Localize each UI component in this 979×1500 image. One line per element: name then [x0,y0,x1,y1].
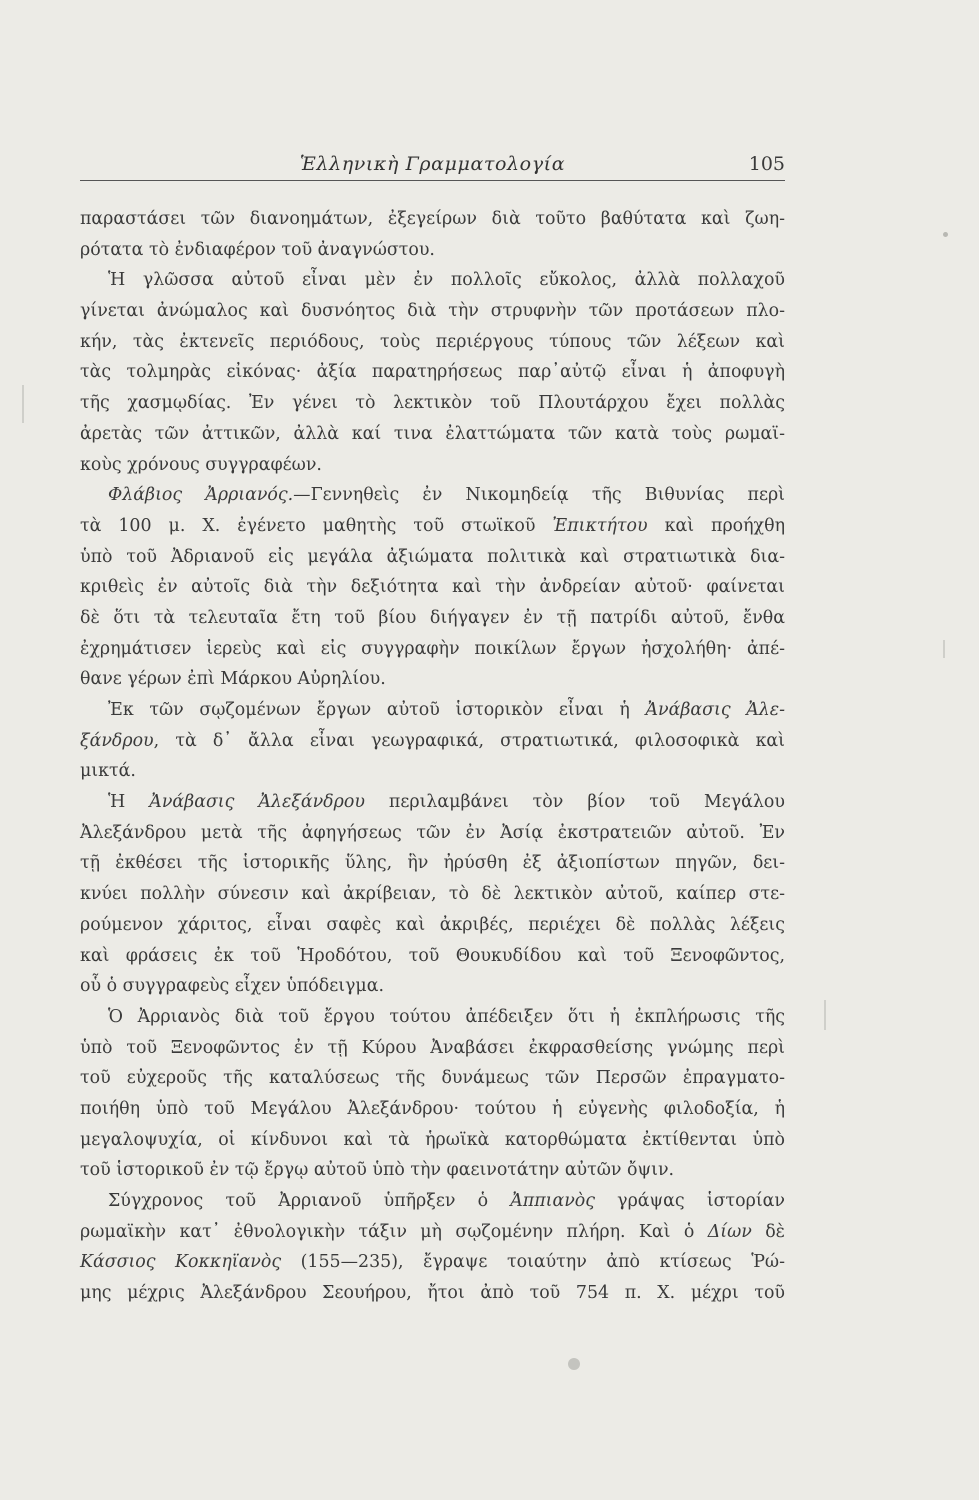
body-text [80,204,785,1309]
text-line [80,419,785,450]
text-run: τῇ ἐκθέσει τῆς ἱστορικῆς ὕλης, ἣν ἠρύσθη ἐξ ἀξιοπίστων πηγῶν, δει- [80,853,785,874]
text-run: γράψας ἱστορίαν [595,1191,785,1211]
text-run: , τὰ δ᾿ ἄλλα εἶναι γεωγραφικά, στρατιωτικά, φιλοσοφικὰ καὶ [153,730,785,751]
italic-text-run: ξάνδρου [80,730,154,751]
text-line [80,664,785,695]
text-line [80,848,785,879]
text-run: κοὺς χρόνους συγγραφέων. [80,454,322,475]
text-line [80,787,785,818]
text-run: ὑπὸ τοῦ Ξενοφῶντος ἐν τῇ Κύρου Ἀναβάσει ἐκφρασθείσης γνώμης περὶ [80,1037,785,1058]
text-line [80,1217,785,1248]
text-line [80,695,785,726]
text-run: θανε γέρων ἐπὶ Μάρκου Αὐρηλίου. [80,669,386,690]
italic-text-run: Ἀνάβασις Ἀλε- [645,700,786,720]
text-run: καὶ φράσεις ἐκ τοῦ Ἡροδότου, τοῦ Θουκυδίδου καὶ τοῦ Ξενοφῶντος, [80,945,785,966]
text-run: ποιήθη ὑπὸ τοῦ Μεγάλου Ἀλεξάνδρου· τούτου ἡ εὐγενὴς φιλοδοξία, ἡ [80,1098,785,1119]
text-line [80,726,785,757]
text-line [80,756,785,787]
text-line [80,1002,785,1033]
text-line [80,1033,785,1064]
text-run: ρούμενον χάριτος, εἶναι σαφὲς καὶ ἀκριβές, περιέχει δὲ πολλὰς λέξεις [80,914,785,935]
text-run: —Γεννηθεὶς ἐν Νικομηδείᾳ τῆς Βιθυνίας περὶ [293,485,785,506]
running-title: Ἑλληνικὴ Γραμματολογία [299,153,566,175]
text-run: ἐχρημάτισεν ἱερεὺς καὶ εἰς συγγραφὴν ποικίλων ἔργων ἠσχολήθη· ἀπέ- [80,638,785,659]
text-run: ἀρετὰς τῶν ἀττικῶν, ἀλλὰ καί τινα ἐλαττώματα τῶν κατὰ τοὺς ρωμαϊ- [80,423,785,444]
text-run: κήν, τὰς ἐκτενεῖς περιόδους, τοὺς περιέργους τύπους τῶν λέξεων καὶ [80,331,785,352]
text-line [80,1125,785,1156]
text-line [80,603,785,634]
italic-text-run: Κάσσιος Κοκκηϊανὸς [80,1252,282,1273]
ink-speck [568,1358,580,1370]
text-run: Ἐκ τῶν σῳζομένων ἔργων αὐτοῦ ἱστορικὸν εἶναι ἡ [108,700,646,720]
text-line [80,1247,785,1278]
margin-mark [824,1000,826,1030]
text-line [80,910,785,941]
text-run: μεγαλοψυχία, οἱ κίνδυνοι καὶ τὰ ἡρωϊκὰ κατορθώματα ἐκτίθενται ὑπὸ [80,1129,785,1150]
text-run: τὰ 100 μ. Χ. ἐγένετο μαθητὴς τοῦ στωϊκοῦ [80,515,553,536]
italic-text-run: Ἀππιανὸς [510,1191,596,1211]
text-line [80,572,785,603]
text-line [80,1278,785,1309]
page-number: 105 [748,153,785,175]
text-line [80,1094,785,1125]
text-line [80,388,785,419]
text-run: ρωμαϊκὴν κατ᾿ ἐθνολογικὴν τάξιν μὴ σῳζομένην πλήρη. Καὶ ὁ [80,1221,708,1242]
text-run: καὶ προήχθη [647,515,785,536]
text-run: παραστάσει τῶν διανοημάτων, ἐξεγείρων διὰ τοῦτο βαθύτατα καὶ ζωη- [80,209,785,229]
text-line [80,450,785,481]
text-run: μης μέχρις Ἀλεξάνδρου Σεουήρου, ἤτοι ἀπὸ τοῦ 754 π. Χ. μέχρι τοῦ [80,1283,785,1304]
text-line [80,204,785,235]
text-line [80,542,785,573]
text-run: δὲ [751,1221,785,1242]
header-rule [80,180,785,181]
margin-mark [22,385,24,423]
text-run: Ἀλεξάνδρου μετὰ τῆς ἀφηγήσεως τῶν ἐν Ἀσίᾳ ἐκστρατειῶν αὐτοῦ. Ἐν [80,822,785,843]
text-run: δὲ ὅτι τὰ τελευταῖα ἔτη τοῦ βίου διήγαγεν ἐν τῇ πατρίδι αὐτοῦ, ἔνθα [80,607,785,628]
italic-text-run: Ἀνάβασις Ἀλεξάνδρου [149,792,365,813]
text-line [80,1155,785,1186]
text-line [80,634,785,665]
text-line [80,480,785,511]
italic-text-run: Δίων [707,1221,752,1242]
text-run: τοῦ ἱστορικοῦ ἐν τῷ ἔργῳ αὐτοῦ ὑπὸ τὴν φαεινοτάτην αὐτῶν ὄψιν. [80,1160,675,1181]
italic-text-run: Ἐπικτήτου [552,515,648,536]
text-run: οὗ ὁ συγγραφεὺς εἶχεν ὑπόδειγμα. [80,976,385,997]
margin-mark [943,640,945,658]
text-run: τὰς τολμηρὰς εἰκόνας· ἀξία παρατηρήσεως παρ᾿αὐτῷ εἶναι ἡ ἀποφυγὴ [80,362,785,383]
text-line [80,1063,785,1094]
text-line [80,879,785,910]
text-run: ρότατα τὸ ἐνδιαφέρον τοῦ ἀναγνώστου. [80,239,435,260]
text-run: τῆς χασμῳδίας. Ἐν γένει τὸ λεκτικὸν τοῦ Πλουτάρχου ἔχει πολλὰς [80,393,785,414]
text-line [80,1186,785,1217]
text-run: κνύει πολλὴν σύνεσιν καὶ ἀκρίβειαν, τὸ δὲ λεκτικὸν αὐτοῦ, καίπερ στε- [80,884,785,905]
running-header [80,150,785,178]
text-line [80,511,785,542]
text-run: κριθεὶς ἐν αὐτοῖς διὰ τὴν δεξιότητα καὶ τὴν ἀνδρείαν αὐτοῦ· φαίνεται [80,577,785,598]
text-run: μικτά. [80,761,136,782]
italic-text-run: Φλάβιος Ἀρριανός. [108,485,294,506]
text-run: Σύγχρονος τοῦ Ἀρριανοῦ ὑπῆρξεν ὁ [108,1191,511,1211]
text-line [80,357,785,388]
text-line [80,818,785,849]
text-line [80,327,785,358]
text-run: Ἡ [108,792,150,813]
text-run: ὑπὸ τοῦ Ἀδριανοῦ εἰς μεγάλα ἀξιώματα πολιτικὰ καὶ στρατιωτικὰ δια- [80,546,785,567]
ink-speck [943,232,948,237]
text-line [80,296,785,327]
text-run: περιλαμβάνει τὸν βίον τοῦ Μεγάλου [364,792,785,813]
text-run: τοῦ εὐχεροῦς τῆς καταλύσεως τῆς δυνάμεως τῶν Περσῶν ἐπραγματο- [80,1068,785,1089]
text-line [80,941,785,972]
text-line [80,971,785,1002]
text-run: (155—235), ἔγραψε τοιαύτην ἀπὸ κτίσεως Ῥώ- [281,1252,785,1273]
text-run: Ὁ Ἀρριανὸς διὰ τοῦ ἔργου τούτου ἀπέδειξεν ὅτι ἡ ἐκπλήρωσις τῆς [108,1006,785,1027]
text-run: Ἡ γλῶσσα αὐτοῦ εἶναι μὲν ἐν πολλοῖς εὔκολος, ἀλλὰ πολλαχοῦ [108,270,785,291]
text-run: γίνεται ἀνώμαλος καὶ δυσνόητος διὰ τὴν στρυφνὴν τῶν προτάσεων πλο- [80,301,785,322]
text-line [80,265,785,296]
text-line [80,235,785,266]
